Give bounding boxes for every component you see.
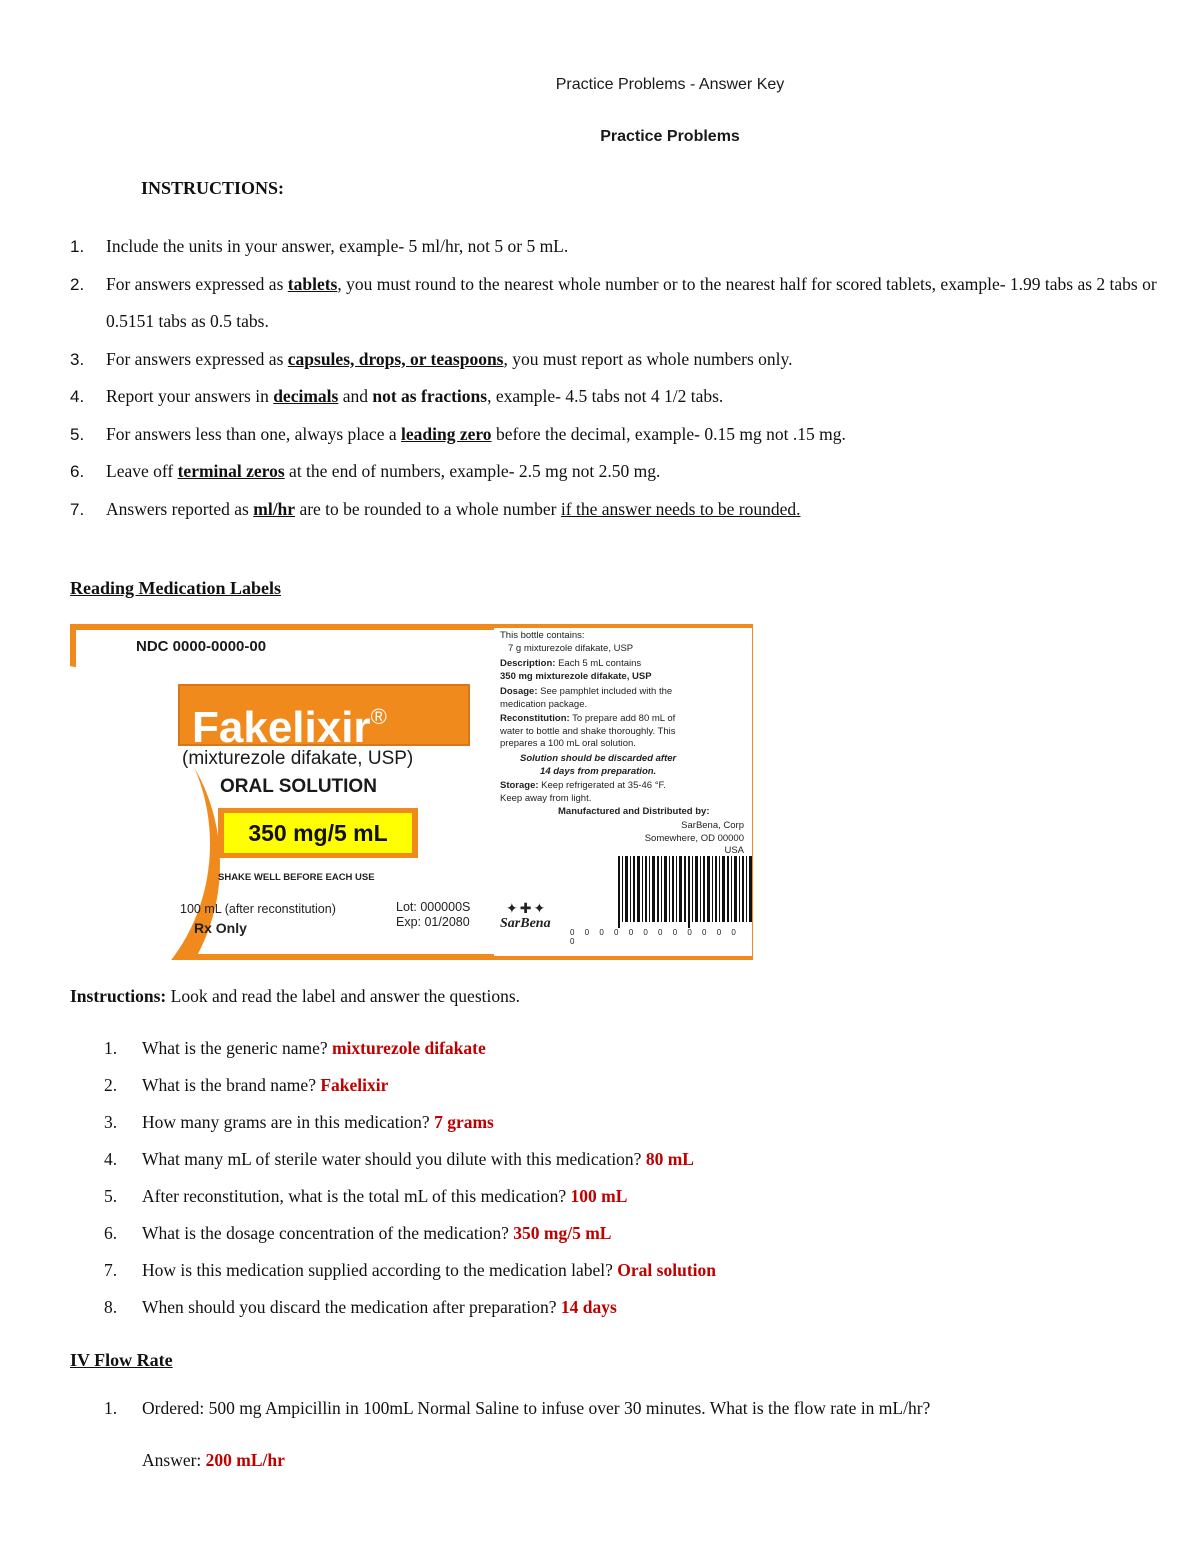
label-reconstitution <box>500 713 676 751</box>
rule-item <box>70 266 1160 341</box>
question-item <box>104 1252 1104 1289</box>
rule-text: Include the units in your answer, example- 5 ml/hr, not 5 or 5 mL. <box>106 236 569 256</box>
question-answer: Oral solution <box>617 1260 716 1280</box>
rule-text: For answers less than one, always place a <box>106 423 401 444</box>
questions-intro-label: Instructions: <box>70 986 167 1006</box>
question-number: 5. <box>104 1186 118 1206</box>
question-item <box>104 1141 1104 1178</box>
question-number: 1. <box>104 1038 118 1058</box>
rule-number: 7. <box>70 499 85 519</box>
barcode-icon <box>583 856 753 928</box>
rule-text: For answers expressed as <box>106 348 288 369</box>
label-desc-text: 350 mg mixturezole difakate, USP <box>500 670 652 682</box>
rule-text: , example- 4.5 tabs not 4 1/2 tabs. <box>487 386 724 406</box>
rule-emphasis: decimals <box>273 386 339 406</box>
question-text: How many grams are in this medication? <box>142 1112 435 1132</box>
label-discard-text: Solution should be discarded after <box>520 753 677 764</box>
rule-item <box>70 341 1160 379</box>
rule-emphasis: capsules, drops, or teaspoons <box>287 348 504 369</box>
rule-item <box>70 416 1160 454</box>
rule-number: 6. <box>70 462 85 481</box>
question-text: How is this medication supplied according to the medication label? <box>142 1260 618 1280</box>
rule-emphasis: leading zero <box>400 423 492 444</box>
label-recon-text: prepares a 100 mL oral solution. <box>500 738 636 749</box>
question-answer: 7 grams <box>434 1112 494 1132</box>
label-discard <box>520 753 676 778</box>
rule-emphasis: terminal zeros <box>177 461 285 481</box>
question-number: 6. <box>104 1223 118 1243</box>
question-answer: 100 mL <box>570 1186 628 1206</box>
rule-item <box>70 453 1160 491</box>
instructions-list <box>70 228 1160 528</box>
label-form: ORAL SOLUTION <box>220 776 377 797</box>
rule-text: , you must round to the nearest whole number or to the nearest half for scored tablets, example- 1.99 tabs as 2 tabs or 0.5151 tabs as 0.5 tabs. <box>106 273 1157 331</box>
label-strength: 350 mg/5 mL <box>224 813 412 853</box>
barcode-digits: 0 0 0 0 0 0 0 0 0 0 0 0 0 <box>570 928 740 946</box>
label-strength-box <box>218 808 418 858</box>
label-dosage-text: See pamphlet included with the <box>537 686 673 697</box>
label-shake: SHAKE WELL BEFORE EACH USE <box>218 872 375 883</box>
registered-icon: ® <box>370 704 387 729</box>
label-storage-text: Keep refrigerated at 35-46 °F. <box>538 780 666 791</box>
iv-question-number: 1. <box>104 1398 118 1418</box>
rule-number: 1. <box>70 237 85 256</box>
label-dosage-text: medication package. <box>500 698 588 710</box>
medication-label-image <box>70 624 753 960</box>
label-logo: SarBena <box>500 916 551 931</box>
question-text: After reconstitution, what is the total mL of this medication? <box>142 1186 571 1206</box>
iv-question <box>104 1398 930 1419</box>
label-mfr-line: SarBena, Corp <box>681 820 744 831</box>
question-text: What is the dosage concentration of the medication? <box>142 1223 514 1243</box>
label-lot: Lot: 000000S <box>396 900 471 914</box>
question-number: 3. <box>104 1112 118 1132</box>
question-answer: mixturezole difakate <box>331 1038 486 1058</box>
questions-list <box>104 1030 1104 1326</box>
rule-number: 2. <box>70 274 85 294</box>
question-item <box>104 1215 1104 1252</box>
question-number: 2. <box>104 1075 118 1095</box>
rule-number: 3. <box>70 349 85 369</box>
question-number: 8. <box>104 1297 118 1317</box>
rule-text: Report your answers in <box>106 386 274 406</box>
label-storage-text: Keep away from light. <box>500 792 592 804</box>
rule-item <box>70 378 1160 416</box>
question-item <box>104 1030 1104 1067</box>
rule-text: at the end of numbers, example- 2.5 mg not 2.50 mg. <box>284 461 661 481</box>
label-dosage-heading: Dosage: <box>500 686 538 697</box>
rule-text: and <box>338 386 373 406</box>
instructions-heading: INSTRUCTIONS: <box>141 178 285 198</box>
label-lot-exp <box>396 900 470 930</box>
rule-number: 4. <box>70 387 85 406</box>
rule-emphasis: ml/hr <box>253 498 296 519</box>
questions-intro <box>70 986 520 1007</box>
rule-text: , you must report as whole numbers only. <box>503 348 793 369</box>
question-answer: 350 mg/5 mL <box>513 1223 612 1243</box>
rule-text: Answers reported as <box>106 498 254 519</box>
iv-answer <box>142 1450 285 1471</box>
label-desc-heading: Description: <box>500 658 556 669</box>
label-storage <box>500 780 666 805</box>
rule-bold: not as fractions <box>372 386 488 406</box>
question-answer: 80 mL <box>645 1149 694 1169</box>
label-rx: Rx Only <box>194 920 247 936</box>
questions-intro-text: Look and read the label and answer the questions. <box>166 986 521 1006</box>
question-number: 4. <box>104 1149 118 1169</box>
rule-text: For answers expressed as <box>106 273 288 294</box>
question-number: 7. <box>104 1260 118 1280</box>
question-answer: 14 days <box>560 1297 617 1317</box>
label-brand: Fakelixir <box>192 703 371 752</box>
section-heading-iv: IV Flow Rate <box>70 1350 173 1370</box>
label-brand-box <box>178 684 470 752</box>
rule-item <box>70 491 1160 529</box>
question-text: When should you discard the medication after preparation? <box>142 1297 561 1317</box>
rule-text: before the decimal, example- 0.15 mg not .15 mg. <box>491 423 846 444</box>
rule-item <box>70 228 1160 266</box>
label-discard-text: 14 days from preparation. <box>540 765 657 777</box>
label-contains-line: This bottle contains: <box>500 630 585 641</box>
label-contains-line: 7 g mixturezole difakate, USP <box>508 642 634 654</box>
document-subtitle: Practice Problems <box>600 128 740 145</box>
question-item <box>104 1178 1104 1215</box>
label-description <box>500 658 652 683</box>
label-recon-text: To prepare add 80 mL of <box>569 713 676 724</box>
label-ndc: NDC 0000-0000-00 <box>136 638 267 655</box>
label-mfr-line: Somewhere, OD 00000 <box>644 832 744 844</box>
label-storage-heading: Storage: <box>500 780 539 791</box>
question-item <box>104 1067 1104 1104</box>
question-text: What is the brand name? <box>142 1075 321 1095</box>
label-dosage <box>500 686 672 711</box>
label-manufacturer-heading: Manufactured and Distributed by: <box>558 806 710 817</box>
iv-question-text: Ordered: 500 mg Ampicillin in 100mL Normal Saline to infuse over 30 minutes. What is the flow rate in mL/hr? <box>142 1398 931 1418</box>
rule-underline: if the answer needs to be rounded. <box>560 498 801 519</box>
question-item <box>104 1289 1104 1326</box>
rule-text: Leave off <box>106 461 178 481</box>
iv-answer-value: 200 mL/hr <box>205 1450 285 1470</box>
label-manufacturer <box>630 820 744 858</box>
question-text: What many mL of sterile water should you dilute with this medication? <box>142 1149 646 1169</box>
label-volume: 100 mL (after reconstitution) <box>180 902 336 916</box>
label-exp: Exp: 01/2080 <box>396 915 470 929</box>
label-recon-heading: Reconstitution: <box>500 713 570 724</box>
iv-answer-label: Answer: <box>142 1450 206 1470</box>
label-mfr-line: USA <box>724 845 744 856</box>
label-recon-text: water to bottle and shake thoroughly. This <box>500 725 676 737</box>
document-title: Practice Problems - Answer Key <box>555 76 785 93</box>
question-answer: Fakelixir <box>320 1075 389 1095</box>
question-item <box>104 1104 1104 1141</box>
rule-number: 5. <box>70 424 85 444</box>
logo-stars-icon: ✦✚✦ <box>506 900 548 916</box>
label-contains <box>500 630 633 655</box>
rule-text: are to be rounded to a whole number <box>295 498 561 519</box>
label-generic: (mixturezole difakate, USP) <box>182 748 414 769</box>
label-desc-text: Each 5 mL contains <box>555 658 642 669</box>
rule-emphasis: tablets <box>287 273 338 294</box>
question-text: What is the generic name? <box>142 1038 332 1058</box>
section-heading-labels: Reading Medication Labels <box>70 578 282 598</box>
